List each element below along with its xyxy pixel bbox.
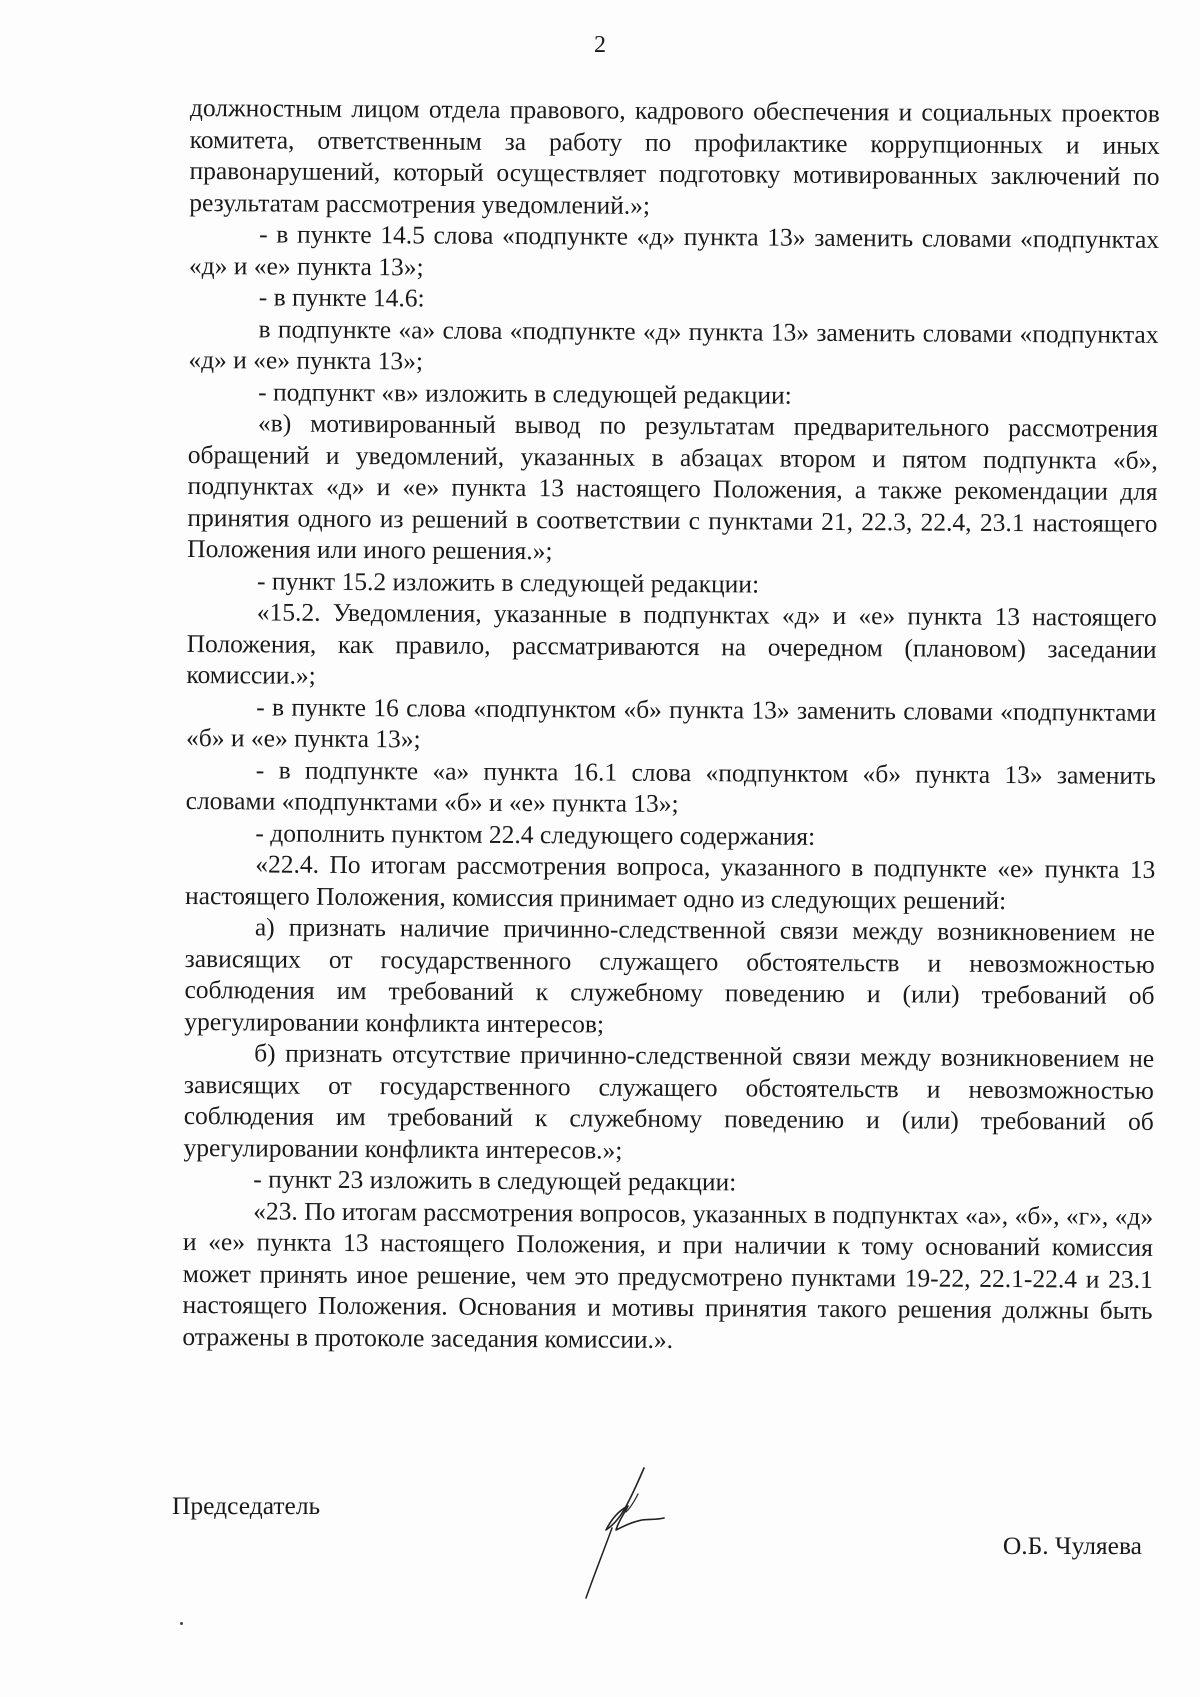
- paragraph-subpoint-a: в подпункте «а» слова «подпункте «д» пункта 13» заменить словами «подпунктах «д» и «е» пункта 13»;: [188, 313, 1159, 376]
- paragraph-amendment-14-5: - в пункте 14.5 слова «подпункте «д» пункта 13» заменить словами «подпунктах «д» и «е» пункта 13»;: [188, 219, 1160, 281]
- signatory-role: Председатель: [172, 1491, 321, 1520]
- paragraph-15-2-text: «15.2. Уведомления, указанные в подпунктах «д» и «е» пункта 13 настоящего Положения, как правило, рассматриваются на очередном (плановом) заседании комиссии.»;: [186, 597, 1157, 690]
- handwritten-signature: [572, 1460, 682, 1620]
- paragraph-amendment-16: - в пункте 16 слова «подпунктом «б» пункта 13» заменить словами «подпунктами «б» и «е» пункта 13»;: [185, 691, 1157, 754]
- paragraph-continuation: должностным лицом отдела правового, кадрового обеспечения и социальных проектов комитета, ответственным за работу по профилактике коррупционных и иных правонарушений, который осуществляет подготовку мотивированных заключений по результатам рассмотрения уведомлений.»;: [189, 92, 1160, 220]
- paragraph-amendment-14-6: - в пункте 14.6:: [258, 282, 425, 313]
- paragraph-subpoint-v-intro: - подпункт «в» изложить в следующей редакции:: [258, 376, 792, 410]
- paragraph-amendment-16-1: - в подпункте «а» пункта 16.1 слова «подпунктом «б» пункта 13» заменить словами «подпунктами «б» и «е» пункта 13»;: [185, 754, 1156, 818]
- paragraph-22-4-option-a: а) признать наличие причинно-следственной связи между возникновением не зависящих от государственного служащего обстоятельств и невозможностью соблюдения им требований к служебному поведению и (или) требований об урегулировании конфликта интересов;: [184, 912, 1155, 1039]
- paragraph-22-4-option-b: б) признать отсутствие причинно-следственной связи между возникновением не зависящих от государственного служащего обстоятельств и невозможностью соблюдения им требований к служебному поведению и (или) требований об урегулировании конфликта интересов.»;: [183, 1038, 1155, 1165]
- document-body: [182, 92, 1160, 1358]
- signature-block: [172, 1490, 1162, 1650]
- paragraph-22-4-intro: - дополнить пунктом 22.4 следующего содержания:: [255, 817, 816, 851]
- scan-speck: [180, 1622, 183, 1625]
- signatory-name: О.Б. Чуляева: [1002, 1531, 1142, 1560]
- paragraph-23-text: «23. По итогам рассмотрения вопросов, указанных в подпунктах «а», «б», «г», «д» и «е» пункта 13 настоящего Положения, и при наличии к тому оснований комиссия может принять иное решение, чем это предусмотрено пунктами 19-22, 22.1-22.4 и 23.1 настоящего Положения. Основания и мотивы принятия такого решения должны быть отражены в протоколе заседания комиссии.».: [182, 1195, 1154, 1354]
- page-number: 2: [594, 32, 606, 58]
- paragraph-15-2-intro: - пункт 15.2 изложить в следующей редакции:: [256, 565, 760, 598]
- paragraph-subpoint-v-text: «в) мотивированный вывод по результатам предварительного рассмотрения обращений и уведомлений, указанных в абзацах втором и пятом подпункта «б», подпунктах «д» и «е» пункта 13 настоящего Положения, а также рекомендации для принятия одного из решений в соответствии с пунктами 21, 22.3, 22.4, 23.1 настоящего Положения или иного решения.»;: [187, 408, 1159, 566]
- paragraph-23-intro: - пункт 23 изложить в следующей редакции:: [253, 1164, 737, 1197]
- paragraph-22-4-text: «22.4. По итогам рассмотрения вопроса, указанного в подпункте «е» пункта 13 настоящего Положения, комиссия принимает одно из следующих решений:: [185, 849, 1156, 915]
